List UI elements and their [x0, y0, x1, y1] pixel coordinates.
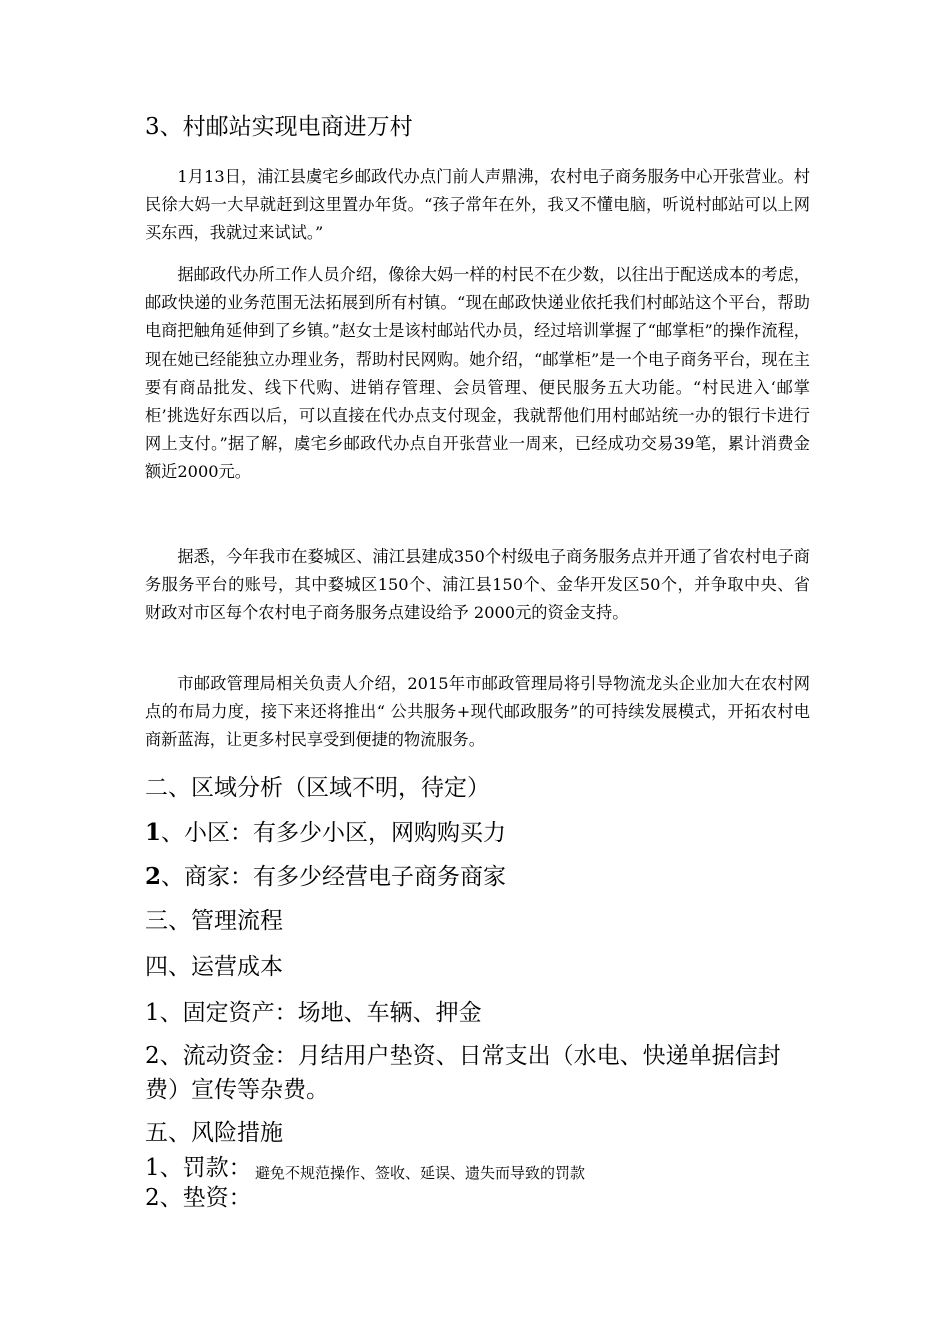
paragraph-2: 据邮政代办所工作人员介绍，像徐大妈一样的村民不在少数，以往出于配送成本的考虑，邮政快递的业务范围无法拓展到所有村镇。“现在邮政快递业依托我们村邮站这个平台，帮助电商把触角延伸到了乡镇。”赵女士是该村邮站代办员，经过培训掌握了“邮掌柜”的操作流程，现在她已经能独立办理业务，帮助村民网购。她介绍，“邮掌柜”是一个电子商务平台，现在主要有商品批发、线下代购、进销存管理、会员管理、便民服务五大功能。“村民进入‘邮掌柜’挑选好东西以后，可以直接在代办点支付现金，我就帮他们用村邮站统一办的银行卡进行网上支付。”据了解，虞宅乡邮政代办点自开张营业一周来，已经成功交易39笔，累计消费金额近2000元。 [145, 265, 810, 482]
region-item-2 [145, 862, 506, 892]
section-three-heading: 三、管理流程 [145, 908, 283, 934]
section-two-heading: 二、区域分析（区域不明，待定） [145, 775, 490, 801]
paragraph-1: 1月13日，浦江县虞宅乡邮政代办点门前人声鼎沸，农村电子商务服务中心开张营业。村民徐大妈一大早就赶到这里置办年货。“孩子常年在外，我又不懂电脑，听说村邮站可以上网买东西，我就过来试试。” [145, 167, 810, 243]
region-item-2-text: 、商家：有多少经营电子商务商家 [161, 864, 507, 890]
section-3-heading: 3、村邮站实现电商进万村 [145, 114, 413, 140]
section-four-heading: 四、运营成本 [145, 954, 283, 980]
paragraph-4: 市邮政管理局相关负责人介绍，2015年市邮政管理局将引导物流龙头企业加大在农村网点的布局力度，接下来还将推出“ 公共服务+现代邮政服务”的可持续发展模式，开拓农村电商新蓝海，让更多村民享受到便捷的物流服务。 [145, 674, 810, 750]
region-item-1-text: 、小区：有多少小区，网购购买力 [161, 820, 507, 846]
region-item-2-num: 2 [145, 863, 162, 890]
cost-item-2: 2、流动资金：月结用户垫资、日常支出（水电、快递单据信封费）宣传等杂费。 [145, 1043, 781, 1103]
risk-item-2-label: 2、垫资： [145, 1185, 252, 1211]
cost-item-1: 1、固定资产：场地、车辆、押金 [145, 1000, 482, 1026]
region-item-1 [145, 818, 506, 848]
region-item-1-num: 1 [145, 819, 162, 846]
risk-item-1-label: 1、罚款： [145, 1155, 252, 1181]
risk-item-1-note: 避免不规范操作、签收、延误、遗失而导致的罚款 [255, 1164, 586, 1182]
paragraph-3: 据悉，今年我市在婺城区、浦江县建成350个村级电子商务服务点并开通了省农村电子商务服务平台的账号，其中婺城区150个、浦江县150个、金华开发区50个，并争取中央、省财政对市区每个农村电子商务服务点建设给予 2000元的资金支持。 [145, 547, 810, 623]
section-five-heading: 五、风险措施 [145, 1120, 283, 1146]
